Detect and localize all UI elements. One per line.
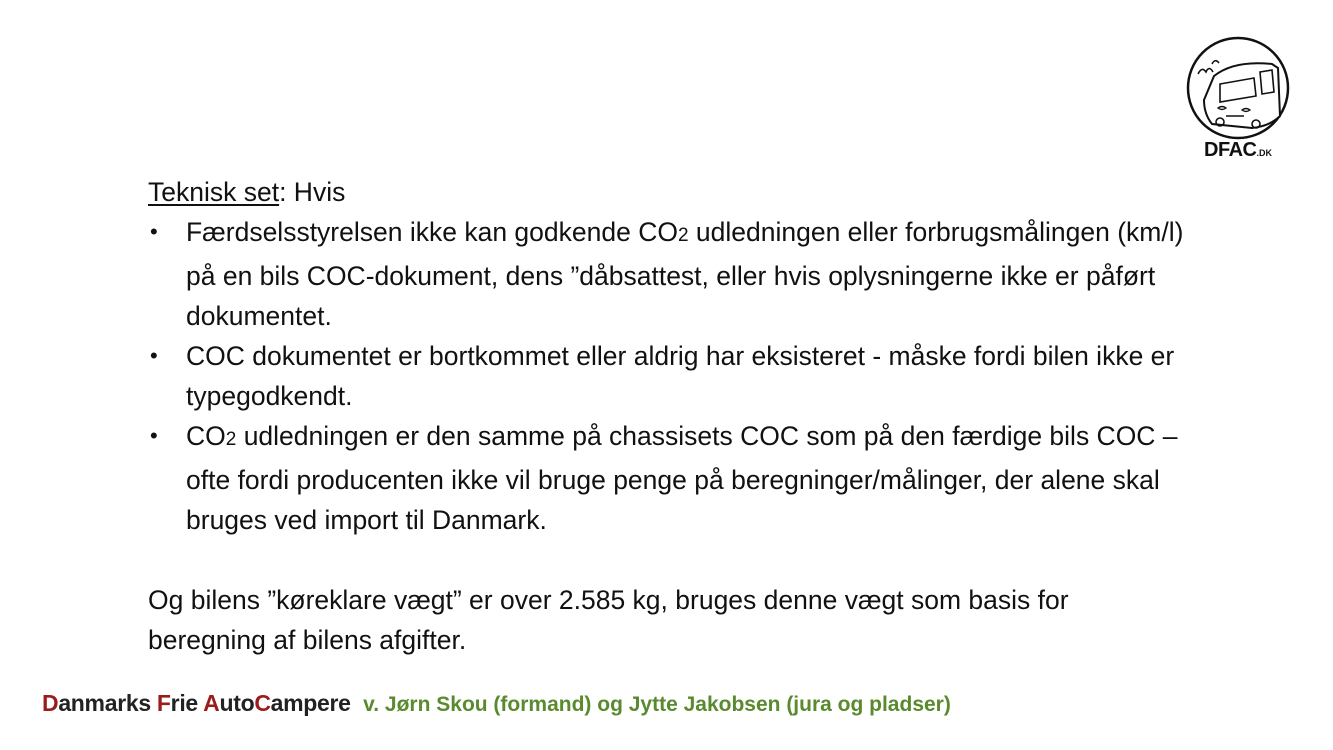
spacer [148,540,1188,580]
closing-paragraph: Og bilens ”køreklare vægt” er over 2.585 kg, bruges denne vægt som basis for beregning af bilens afgifter. [148,585,1069,655]
bullet-item: • Færdselsstyrelsen ikke kan godkende CO2 udledningen eller forbrugsmålingen (km/l) på en bils COC-dokument, dens ”dåbsattest, eller hvis oplysningerne ikke er påført dokumentet. [148,212,1188,336]
camper-van-icon [1184,36,1292,140]
bullet-list [148,212,1188,540]
slide-body [148,172,1188,660]
logo-wordmark: DFAC.DK [1204,139,1272,161]
bullet-icon: • [150,423,158,448]
bullet-item: • COC dokumentet er bortkommet eller aldrig har eksisteret - måske fordi bilen ikke er typegodkendt. [148,336,1188,416]
footer-byline: v. Jørn Skou (formand) og Jytte Jakobsen (jura og pladser) [363,693,951,716]
brand-name: Danmarks Frie AutoCampere [42,690,351,716]
dfac-logo [1184,36,1292,166]
slide-heading [148,172,1188,212]
bullet-icon: • [150,343,158,368]
heading-rest: : Hvis [279,177,346,207]
footer [42,690,951,717]
heading-underlined: Teknisk set [148,177,280,207]
bullet-icon: • [150,219,158,244]
bullet-item: • CO2 udledningen er den samme på chassisets COC som på den færdige bils COC – ofte fordi producenten ikke vil bruge penge på beregninger/målinger, der alene skal bruges ved import til Danmark. [148,416,1188,540]
